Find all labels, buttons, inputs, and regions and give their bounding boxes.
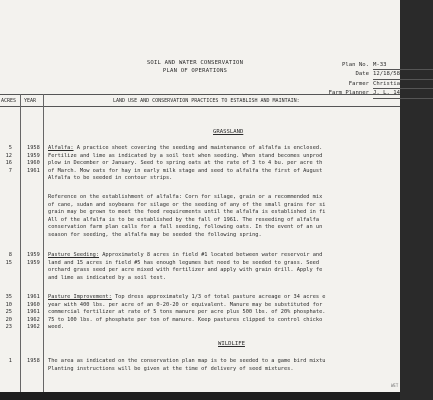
plan-metadata [328,61,433,99]
row-acres: 35 [5,294,12,300]
row-acres: 15 [5,259,12,266]
farmer-value: Christian [373,80,433,89]
row-body: weed. [48,324,64,330]
row-body: grain may be grown to meet the feed requirements until the alfalfa is established in fi [48,209,326,215]
plan-no-value: M-33 [373,61,433,70]
date-value: 12/18/58 [373,70,433,79]
row-text [48,294,325,300]
practices-column-header: LAND USE AND CONSERVATION PRACTICES TO ESTABLISH AND MAINTAIN: [113,98,300,104]
row-text [48,309,325,315]
footer-mark: WET [391,383,399,388]
row-body: 75 to 100 lbs. of phosphate per ton of manure. Keep pastures clipped to control chicko [48,316,323,323]
row-text [48,317,322,323]
row-body: Top dress approximately 1/3 of total pasture acreage or 34 acres e [111,294,326,300]
row-text [48,302,322,308]
row-body: of cane, sudan and soybeans for silage or the seeding of any of the small grains for si [48,201,326,208]
row-body: A practice sheet covering the seeding and maintenance of alfalfa is enclosed. [73,145,323,151]
date-label: Date [355,71,369,78]
row-acres: 12 [5,152,12,159]
section-heading-wildlife: WILDLIFE [218,341,245,347]
row-year: 1959 [27,252,40,258]
row-year: 1960 [27,301,40,308]
year-column-header: YEAR [24,98,37,104]
row-text [48,358,325,364]
row-acres: 10 [5,301,12,308]
title-line-1: SOIL AND WATER CONSERVATION [146,60,244,66]
row-year: 1958 [27,358,40,364]
row-text [48,324,64,330]
row-body: orchard grass seed per acre mixed with fertilizer and apply with grain drill. Apply fe [48,267,323,273]
planner-value: J. L. 14 [373,89,433,98]
row-year: 1959 [27,259,40,266]
row-acres: 16 [5,160,12,166]
year-column-rule [43,94,44,392]
row-text [48,194,322,200]
row-body: season for seeding, the alfalfa may be seeded the following spring. [48,231,262,238]
acres-column-header: ACRES [1,98,17,104]
row-body: of March. Mow oats for hay in early milk stage and seed to alfalfa the first of August [48,167,323,174]
row-year: 1961 [27,294,40,300]
row-text [48,275,166,281]
row-body: Reference on the establishment of alfalfa: Corn for silage, grain or a recommended mix [48,194,323,200]
title-line-2: PLAN OF OPERATIONS [162,67,228,74]
row-body: year with 400 lbs. per acre of an 0-20-20 or equivalent. Manure may be substituted for [48,301,323,308]
header-rule-top [0,94,400,95]
row-acres: 5 [8,145,12,151]
row-text [48,260,319,266]
row-body: plow in December or January. Seed to spring oats at the rate of 3 to 4 bu. per acre th [48,160,323,166]
row-body: Approximately 8 acres in field #1 located between water reservoir and [99,252,323,258]
row-acres: 20 [5,316,12,323]
acres-column-rule [20,94,21,392]
row-body: All of the alfalfa is to be established by the fall of 1961. The reseeding of alfalfa [48,216,320,223]
row-acres: 1 [8,358,12,364]
document-title [120,60,270,75]
row-body: Alfalfa to be seeded in contour strips. [48,175,173,181]
row-text [48,175,172,181]
scan-edge [0,392,400,400]
row-acres: 25 [5,309,12,315]
row-text [48,209,325,215]
row-text [48,232,262,238]
planner-label: Farm Planner [328,90,369,97]
row-text [48,267,322,273]
row-body: and lime as indicated by a soil test. [48,274,166,281]
row-year: 1961 [27,167,40,174]
row-body: land and 15 acres in field #5 has enough legumes but need to be seeded to grass. Seed [48,259,320,266]
row-body: commercial fertilizer at rate of 5 tons manure per acre plus 500 lbs. of 20% phosphate. [48,309,326,315]
row-text [48,217,319,223]
header-rule-bottom [0,106,400,107]
section-heading-grassland: GRASSLAND [213,129,244,135]
row-year: 1962 [27,324,40,330]
row-year: 1960 [27,160,40,166]
row-lead: Alfalfa: [48,145,74,151]
row-body: Planting instructions will be given at the time of delivery of seed mixtures. [48,365,294,372]
row-acres: 8 [8,252,12,258]
row-text [48,153,322,159]
row-text [48,202,325,208]
row-acres: 7 [8,167,12,174]
row-text [48,168,322,174]
row-lead: Pasture Seeding: [48,252,100,258]
row-year: 1959 [27,152,40,159]
row-body: Fertilize and lime as indicated by a soil test when seeding. When stand becomes unprod [48,152,323,159]
row-text [48,224,322,230]
row-year: 1958 [27,145,40,151]
row-text [48,252,322,258]
row-body: conservation farm plan calls for a fall seeding, following oats. In the event of an un [48,224,323,230]
row-year: 1961 [27,309,40,315]
row-text [48,366,294,372]
row-text [48,145,322,151]
row-year: 1962 [27,316,40,323]
plan-no-label: Plan No. [342,62,369,68]
row-body: The area as indicated on the conservation plan map is to be seeded to a game bird mixtu [48,358,326,364]
row-lead: Pasture Improvement: [48,294,112,300]
farmer-label: Farmer [348,80,369,87]
row-acres: 23 [5,324,12,330]
row-text [48,160,322,166]
